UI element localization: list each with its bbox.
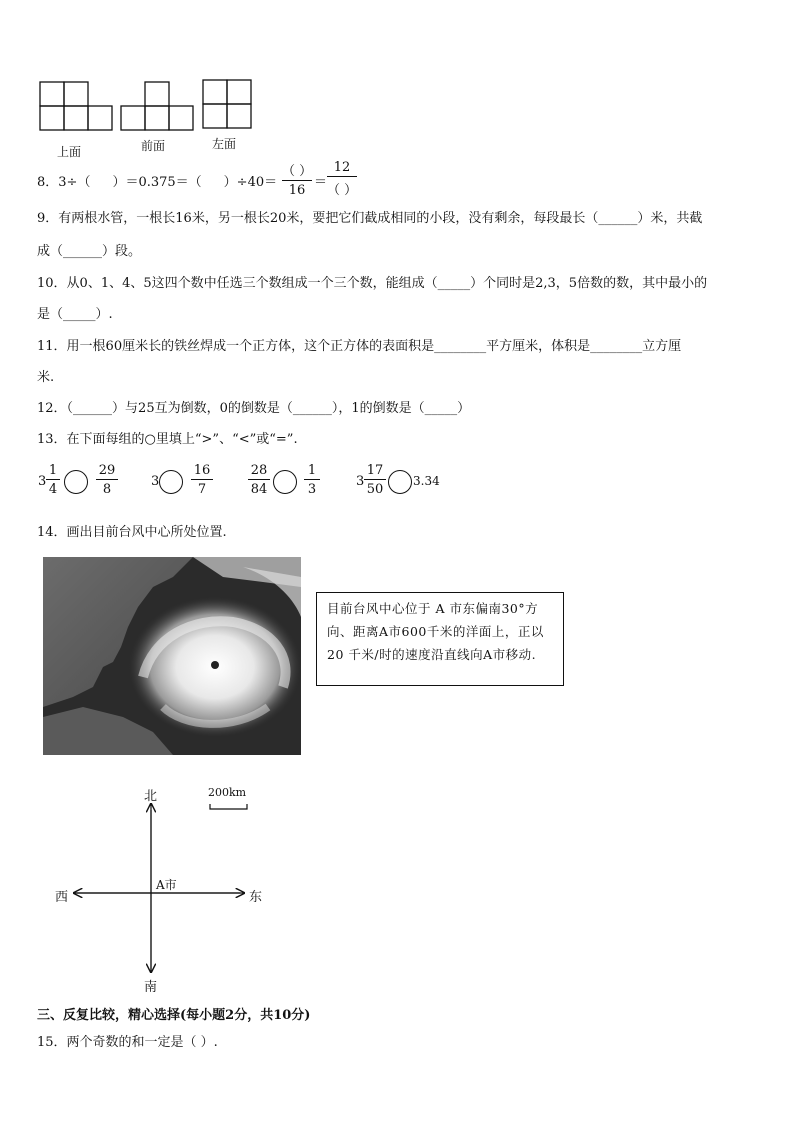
- q13-g4-denominator: 50: [366, 482, 384, 497]
- q13-g2-right-denominator: 7: [197, 482, 207, 497]
- q13-g2-right-numerator: 16: [193, 463, 211, 478]
- top-view-label: 上面: [57, 145, 82, 159]
- q8-fraction-2-numerator: 12: [333, 160, 351, 175]
- top-view-grid: [40, 82, 112, 130]
- scale-label: 200km: [208, 786, 247, 799]
- q13-g1-right-denominator: 8: [102, 482, 112, 497]
- compass-west-label: 西: [55, 890, 69, 905]
- q13-g3-right-denominator: 3: [307, 482, 317, 497]
- q13-g3-numerator: 28: [250, 463, 268, 478]
- q8-number: 8．: [37, 175, 59, 190]
- q13-g4-fraction: [364, 463, 386, 497]
- q8-fraction-2: [327, 160, 357, 198]
- q13-g3-right-fraction: [304, 463, 320, 497]
- q8-fraction-1-denominator: 16: [288, 183, 306, 198]
- q13-g2-compare-circle[interactable]: [159, 470, 183, 494]
- q13-g1-numerator: 1: [48, 463, 58, 478]
- q8-part-a: 3÷（: [58, 175, 91, 190]
- compass-east-label: 东: [249, 890, 263, 905]
- q13-g1-fraction: [46, 463, 60, 497]
- scale-bar: [210, 804, 247, 809]
- left-view-grid: [203, 80, 251, 128]
- question-9-line-1: 9．有两根水管，一根长16米，另一根长20米，要把它们截成相同的小段，没有剩余，每段最长（______）米，共截: [37, 211, 703, 226]
- city-a-label: A市: [156, 878, 177, 892]
- section-3-title: 三、反复比较，精心选择(每小题2分，共10分): [37, 1008, 311, 1023]
- compass-north-label: 北: [144, 789, 158, 804]
- q8-fraction-1-numerator: （ ）: [282, 164, 313, 179]
- question-8: [37, 171, 277, 190]
- q8-fraction-1: [282, 160, 312, 198]
- q13-g1-denominator: 4: [48, 482, 58, 497]
- compass-south-label: 南: [144, 980, 158, 995]
- q13-g1-right-fraction: [96, 463, 118, 497]
- question-14: 14．画出目前台风中心所处位置.: [37, 525, 227, 540]
- q13-g2-right-fraction: [191, 463, 213, 497]
- three-view-drawings: [38, 78, 258, 134]
- question-10-line-2: 是（_____）.: [37, 307, 113, 322]
- q13-g3-compare-circle[interactable]: [273, 470, 297, 494]
- question-10-line-1: 10．从0、1、4、5这四个数中任选三个数组成一个三个数，能组成（_____）个同时是2,3，5倍数的数，其中最小的: [37, 276, 708, 291]
- q13-g4-whole: 3: [356, 474, 365, 489]
- q8-part-c: ）÷40＝: [223, 175, 278, 190]
- q13-g4-compare-circle[interactable]: [388, 470, 412, 494]
- question-13: 13．在下面每组的○里填上“>”、“<”或“=”.: [37, 432, 298, 447]
- question-12: 12．（______）与25互为倒数，0的倒数是（______），1的倒数是（_____）: [37, 401, 471, 416]
- typhoon-info-box: 目前台风中心位于 A 市东偏南30°方向、距离A市600千米的洋面上，正以 20 千米/时的速度沿直线向A市移动.: [316, 592, 564, 686]
- q13-g1-compare-circle[interactable]: [64, 470, 88, 494]
- q13-g3-fraction: [248, 463, 270, 497]
- q8-fraction-2-denominator: （ ）: [327, 183, 358, 198]
- front-view-label: 前面: [141, 139, 166, 153]
- q8-part-b: ）＝0.375＝（: [112, 175, 202, 190]
- question-11-line-2: 米.: [37, 370, 55, 385]
- front-view-grid: [121, 82, 193, 130]
- q13-g1-whole: 3: [38, 474, 47, 489]
- q8-equals: ＝: [314, 175, 328, 190]
- left-view-label: 左面: [212, 137, 237, 151]
- q13-g2-whole: 3: [151, 474, 160, 489]
- q13-g1-right-numerator: 29: [98, 463, 116, 478]
- q13-g3-right-numerator: 1: [307, 463, 317, 478]
- q13-g4-numerator: 17: [366, 463, 384, 478]
- q13-g4-right-value: 3.34: [413, 474, 440, 488]
- typhoon-satellite-image: [43, 557, 301, 755]
- question-9-line-2: 成（______）段。: [37, 244, 142, 259]
- question-11-line-1: 11．用一根60厘米长的铁丝焊成一个正方体，这个正方体的表面积是________平方厘米，体积是________立方厘: [37, 339, 682, 354]
- q13-g3-denominator: 84: [250, 482, 268, 497]
- question-15: 15．两个奇数的和一定是（ ）.: [37, 1035, 218, 1050]
